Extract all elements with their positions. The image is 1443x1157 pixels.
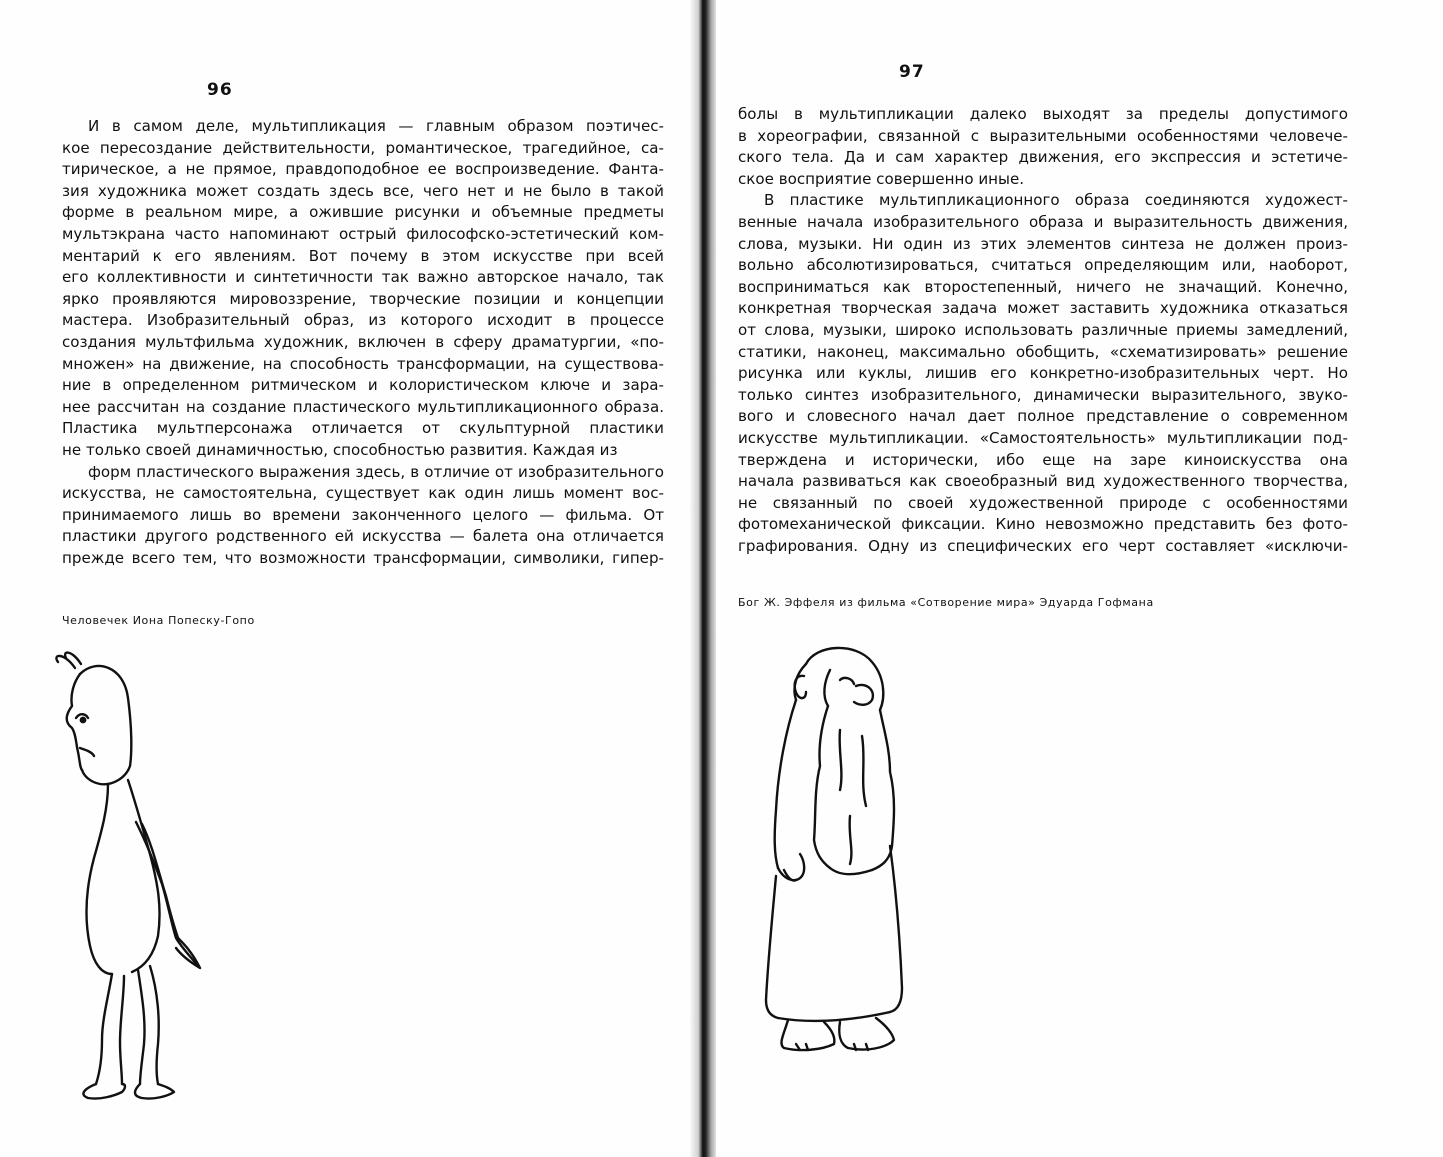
page-number-right: 97	[899, 62, 925, 82]
text-line: мастера. Изобразительный образ, из которого исходит в процессе	[62, 311, 664, 330]
text-line: зия художника может создать здесь все, чего нет и не было в такой	[62, 181, 664, 200]
text-line: вого и словесного начал дает полное представление о современном	[738, 407, 1348, 426]
text-line: искусства, не самостоятельна, существует как один лишь момент вос-	[62, 484, 664, 503]
page-number-left: 96	[207, 80, 233, 100]
text-line: ние в определенном ритмическом и колористическом ключе и зара-	[62, 376, 664, 395]
text-line: мультэкрана часто напоминают острый философско-эстетический ком-	[62, 224, 664, 243]
text-line: принимаемого лишь во времени законченного целого — фильма. От	[62, 505, 664, 524]
body-text-left	[62, 116, 664, 569]
text-line: тверждена и исторически, ибо еще на заре киноискусства она	[738, 450, 1348, 469]
text-line: форме в реальном мире, а ожившие рисунки и объемные предметы	[62, 203, 664, 222]
text-line: начала развиваться как своеобразный вид художественного творчества,	[738, 472, 1348, 491]
text-line: искусстве мультипликации. «Самостоятельность» мультипликации под-	[738, 428, 1348, 447]
text-line: Пластика мультперсонажа отличается от скульптурной пластики	[62, 419, 664, 438]
page-left	[0, 0, 696, 1157]
text-line: ское восприятие совершенно иные.	[738, 169, 1025, 188]
text-line: в хореографии, связанной с выразительными особенностями человече-	[738, 126, 1348, 145]
text-line: тирическое, а не прямое, правдоподобное ее воспроизведение. Фанта-	[62, 160, 664, 179]
text-line: ментарий к его явлениям. Вот почему в этом искусстве при всей	[62, 246, 664, 265]
text-line: нее рассчитан на создание пластического мультипликационного образа.	[62, 397, 664, 416]
figure-caption-left: Человечек Иона Попеску-Гопо	[62, 614, 255, 627]
text-line: создания мультфильма художник, включен в сферу драматургии, «по-	[62, 332, 664, 351]
text-line: слова, музыки. Ни один из этих элементов синтеза не должен произ-	[738, 234, 1348, 253]
text-line: рисунка или куклы, лишив его конкретно-изобразительных черт. Но	[738, 364, 1348, 383]
text-line: статики, наконец, максимально обобщить, «схематизировать» решение	[738, 342, 1348, 361]
illustration-god-figure	[744, 640, 934, 1060]
text-line: только синтез изобразительного, динамически выразительного, звуко-	[738, 385, 1348, 404]
text-line: его коллективности и синтетичности так важно авторское начало, так	[62, 268, 664, 287]
text-line: кое пересоздание действительности, романтическое, трагедийное, са-	[62, 138, 664, 157]
text-line: графирования. Одну из специфических его черт составляет «исключи-	[738, 536, 1348, 555]
text-line: форм пластического выражения здесь, в отличие от изобразительного	[88, 462, 664, 481]
text-line: конкретная творческая задача может заставить художника отказаться	[738, 299, 1348, 318]
text-line: И в самом деле, мультипликация — главным образом поэтичес-	[88, 117, 664, 135]
text-line: В пластике мультипликационного образа соединяются художест-	[764, 191, 1348, 210]
text-line: от слова, музыки, широко использовать различные приемы замедлений,	[738, 320, 1348, 339]
text-line: восприниматься как второстепенный, ничего не значащий. Конечно,	[738, 277, 1348, 296]
illustration-little-man	[50, 648, 250, 1108]
text-line: венные начала изобразительного образа и выразительность движения,	[738, 212, 1348, 231]
page-right	[716, 0, 1443, 1157]
figure-caption-right: Бог Ж. Эффеля из фильма «Сотворение мира» Эдуарда Гофмана	[738, 596, 1154, 609]
text-line: множен» на движение, на способность трансформации, на существова-	[62, 354, 664, 373]
book-gutter	[690, 0, 718, 1157]
text-line: прежде всего тем, что возможности трансформации, символики, гипер-	[62, 548, 664, 567]
text-line: ского тела. Да и сам характер движения, его экспрессия и эстетиче-	[738, 148, 1348, 167]
text-line: пластики другого родственного ей искусства — балета она отличается	[62, 527, 664, 546]
text-line: фотомеханической фиксации. Кино невозможно представить без фото-	[738, 515, 1348, 534]
body-text-right	[738, 104, 1348, 557]
text-line: болы в мультипликации далеко выходят за пределы допустимого	[738, 105, 1348, 123]
text-line: не связанный по своей художественной природе с особенностями	[738, 493, 1348, 512]
text-line: вольно абсолютизироваться, считаться определяющим или, наоборот,	[738, 256, 1348, 275]
text-line: не только своей динамичностью, способностью развития. Каждая из	[62, 440, 618, 459]
text-line: ярко проявляются мировоззрение, творческие позиции и концепции	[62, 289, 664, 308]
